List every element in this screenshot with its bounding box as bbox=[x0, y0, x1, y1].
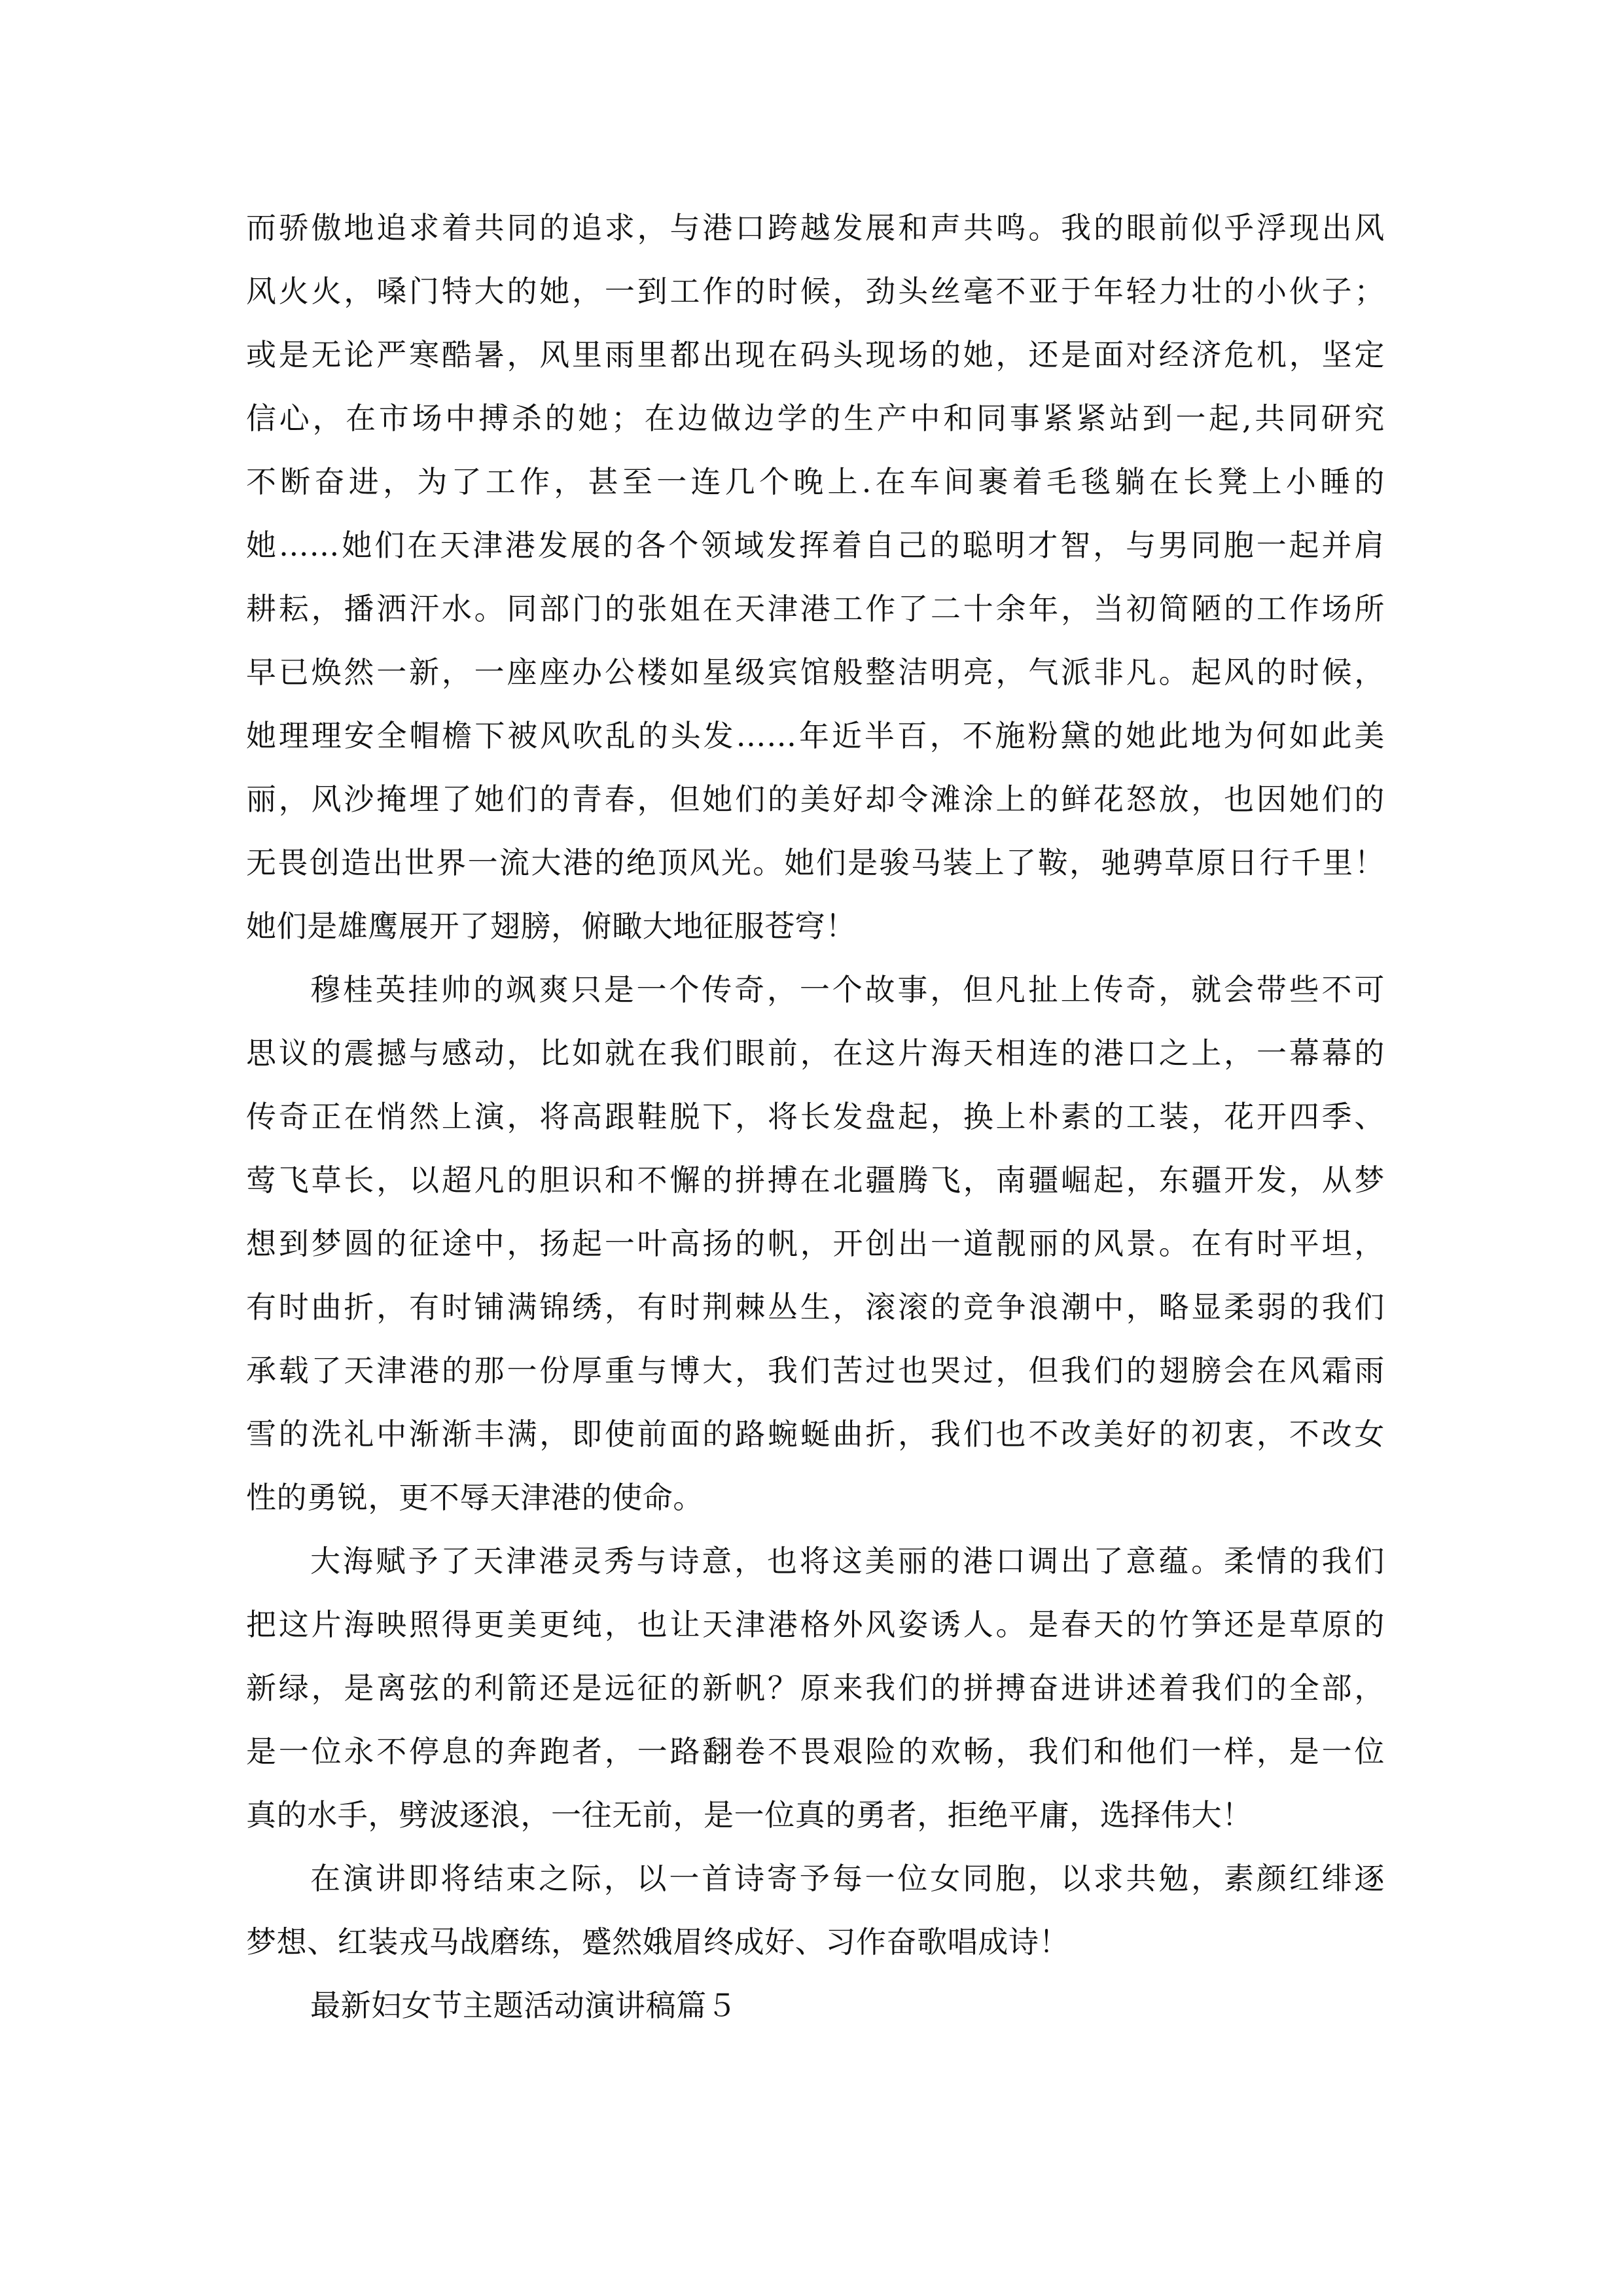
text-line: 她理理安全帽檐下被风吹乱的头发……年近半百，不施粉黛的她此地为何如此美 bbox=[246, 718, 1385, 753]
text-line: 新绿，是离弦的利箭还是远征的新帆？原来我们的拼搏奋进讲述着我们的全部， bbox=[246, 1670, 1385, 1706]
text-line: 而骄傲地追求着共同的追求，与港口跨越发展和声共鸣。我的眼前似乎浮现出风 bbox=[246, 210, 1385, 245]
text-line: 丽，风沙掩埋了她们的青春，但她们的美好却令滩涂上的鲜花怒放，也因她们的 bbox=[246, 781, 1385, 817]
paragraph-1 bbox=[246, 196, 1385, 958]
text-line: 思议的震撼与感动，比如就在我们眼前，在这片海天相连的港口之上，一幕幕的 bbox=[246, 1035, 1385, 1071]
text-line: 大海赋予了天津港灵秀与诗意，也将这美丽的港口调出了意蕴。柔情的我们 bbox=[310, 1543, 1385, 1579]
text-line: 想到梦圆的征途中，扬起一叶高扬的帆，开创出一道靓丽的风景。在有时平坦， bbox=[246, 1226, 1385, 1261]
text-line: 她……她们在天津港发展的各个领域发挥着自己的聪明才智，与男同胞一起并肩 bbox=[246, 528, 1385, 563]
text-line: 早已焕然一新，一座座办公楼如星级宾馆般整洁明亮，气派非凡。起风的时候， bbox=[246, 655, 1385, 690]
text-line: 性的勇锐，更不辱天津港的使命。 bbox=[246, 1480, 704, 1515]
text-line: 信心，在市场中搏杀的她；在边做边学的生产中和同事紧紧站到一起,共同研究 bbox=[246, 401, 1385, 436]
text-line: 把这片海映照得更美更纯，也让天津港格外风姿诱人。是春天的竹笋还是草原的 bbox=[246, 1607, 1385, 1642]
paragraph-4 bbox=[246, 1847, 1385, 1974]
text-line: 有时曲折，有时铺满锦绣，有时荆棘丛生，滚滚的竞争浪潮中，略显柔弱的我们 bbox=[246, 1289, 1385, 1325]
text-line: 梦想、红装戎马战磨练，蹙然娥眉终成好、习作奋歌唱成诗！ bbox=[246, 1924, 1070, 1960]
text-line: 是一位永不停息的奔跑者，一路翻卷不畏艰险的欢畅，我们和他们一样，是一位 bbox=[246, 1734, 1385, 1769]
text-line: 风火火，嗓门特大的她，一到工作的时候，劲头丝毫不亚于年轻力壮的小伙子； bbox=[246, 274, 1385, 309]
text-line: 不断奋进，为了工作，甚至一连几个晚上.在车间裹着毛毯躺在长凳上小睡的 bbox=[246, 464, 1385, 499]
paragraph-2 bbox=[246, 958, 1385, 1530]
text-line: 承载了天津港的那一份厚重与博大，我们苦过也哭过，但我们的翅膀会在风霜雨 bbox=[246, 1353, 1385, 1388]
section-heading: 最新妇女节主题活动演讲稿篇５ bbox=[310, 1988, 738, 2023]
text-line: 真的水手，劈波逐浪，一往无前，是一位真的勇者，拒绝平庸，选择伟大！ bbox=[246, 1797, 1253, 1833]
text-line: 无畏创造出世界一流大港的绝顶风光。她们是骏马装上了鞍，驰骋草原日行千里！ bbox=[246, 845, 1385, 880]
text-line: 耕耘，播洒汗水。同部门的张姐在天津港工作了二十余年，当初简陋的工作场所 bbox=[246, 591, 1385, 626]
text-line: 在演讲即将结束之际，以一首诗寄予每一位女同胞，以求共勉，素颜红绯逐 bbox=[310, 1861, 1385, 1896]
text-line: 传奇正在悄然上演，将高跟鞋脱下，将长发盘起，换上朴素的工装，花开四季、 bbox=[246, 1099, 1385, 1134]
text-line: 她们是雄鹰展开了翅膀，俯瞰大地征服苍穹！ bbox=[246, 908, 856, 944]
text-line: 雪的洗礼中渐渐丰满，即使前面的路蜿蜒曲折，我们也不改美好的初衷，不改女 bbox=[246, 1416, 1385, 1452]
text-line: 穆桂英挂帅的飒爽只是一个传奇，一个故事，但凡扯上传奇，就会带些不可 bbox=[310, 972, 1385, 1007]
text-line: 莺飞草长，以超凡的胆识和不懈的拼搏在北疆腾飞，南疆崛起，东疆开发，从梦 bbox=[246, 1162, 1385, 1198]
document-body bbox=[246, 196, 1385, 2037]
text-line: 或是无论严寒酷暑，风里雨里都出现在码头现场的她，还是面对经济危机，坚定 bbox=[246, 337, 1385, 372]
paragraph-3 bbox=[246, 1530, 1385, 1847]
